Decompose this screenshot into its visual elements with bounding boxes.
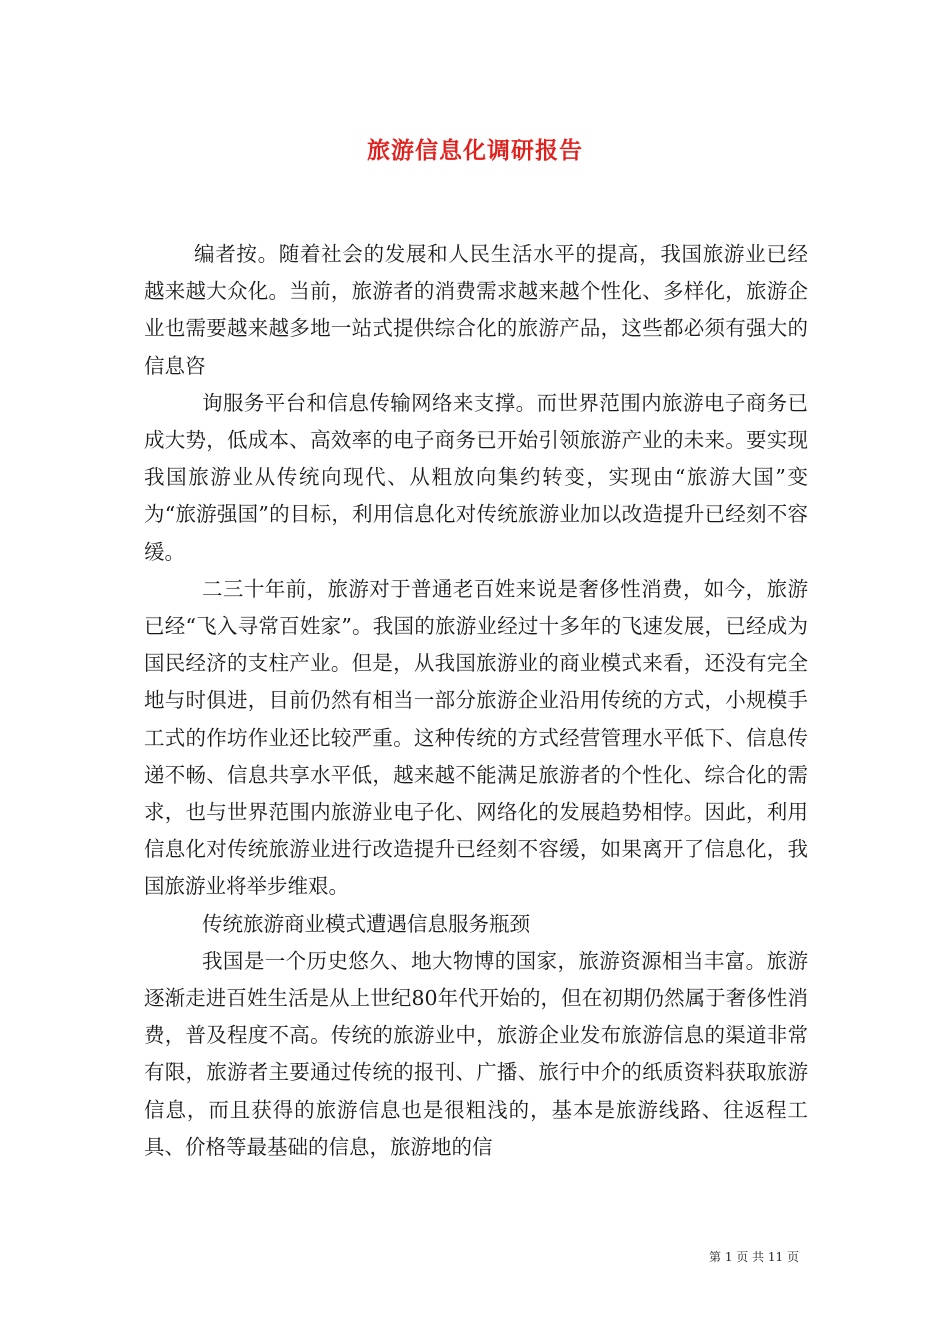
document-title: 旅游信息化调研报告: [367, 137, 583, 164]
page-number: 第 1 页 共 11 页: [709, 1250, 799, 1264]
paragraph-resources: 我国是一个历史悠久、地大物博的国家，旅游资源相当丰富。旅游逐渐走进百姓生活是从上世纪80年代开始的，但在初期仍然属于奢侈性消费，普及程度不高。传统的旅游业中，旅游企业发布旅游信息的渠道非常有限，旅游者主要通过传统的报刊、广播、旅行中介的纸质资料获取旅游信息，而且获得的旅游信息也是很粗浅的，基本是旅游线路、往返程工具、价格等最基础的信息，旅游地的信: [144, 948, 808, 1159]
paragraph-editor-note: 编者按。随着社会的发展和人民生活水平的提高，我国旅游业已经越来越大众化。当前，旅游者的消费需求越来越个性化、多样化，旅游企业也需要越来越多地一站式提供综合化的旅游产品，这些都必须有强大的信息咨: [144, 242, 808, 378]
paragraph-history: 二三十年前，旅游对于普通老百姓来说是奢侈性消费，如今，旅游已经“飞入寻常百姓家”。我国的旅游业经过十多年的飞速发展，已经成为国民经济的支柱产业。但是，从我国旅游业的商业模式来看，还没有完全地与时俱进，目前仍然有相当一部分旅游企业沿用传统的方式，小规模手工式的作坊作业还比较严重。这种传统的方式经营管理水平低下、信息传递不畅、信息共享水平低，越来越不能满足旅游者的个性化、综合化的需求，也与世界范围内旅游业电子化、网络化的发展趋势相悖。因此，利用信息化对传统旅游业进行改造提升已经刻不容缓，如果离开了信息化，我国旅游业将举步维艰。: [144, 576, 808, 899]
document-body: [144, 236, 808, 1166]
paragraph-continuation: 询服务平台和信息传输网络来支撑。而世界范围内旅游电子商务已成大势，低成本、高效率的电子商务已开始引领旅游产业的未来。要实现我国旅游业从传统向现代、从粗放向集约转变，实现由“旅游大国”变为“旅游强国”的目标，利用信息化对传统旅游业加以改造提升已经刻不容缓。: [144, 390, 808, 564]
section-heading: 传统旅游商业模式遭遇信息服务瓶颈: [202, 911, 530, 936]
